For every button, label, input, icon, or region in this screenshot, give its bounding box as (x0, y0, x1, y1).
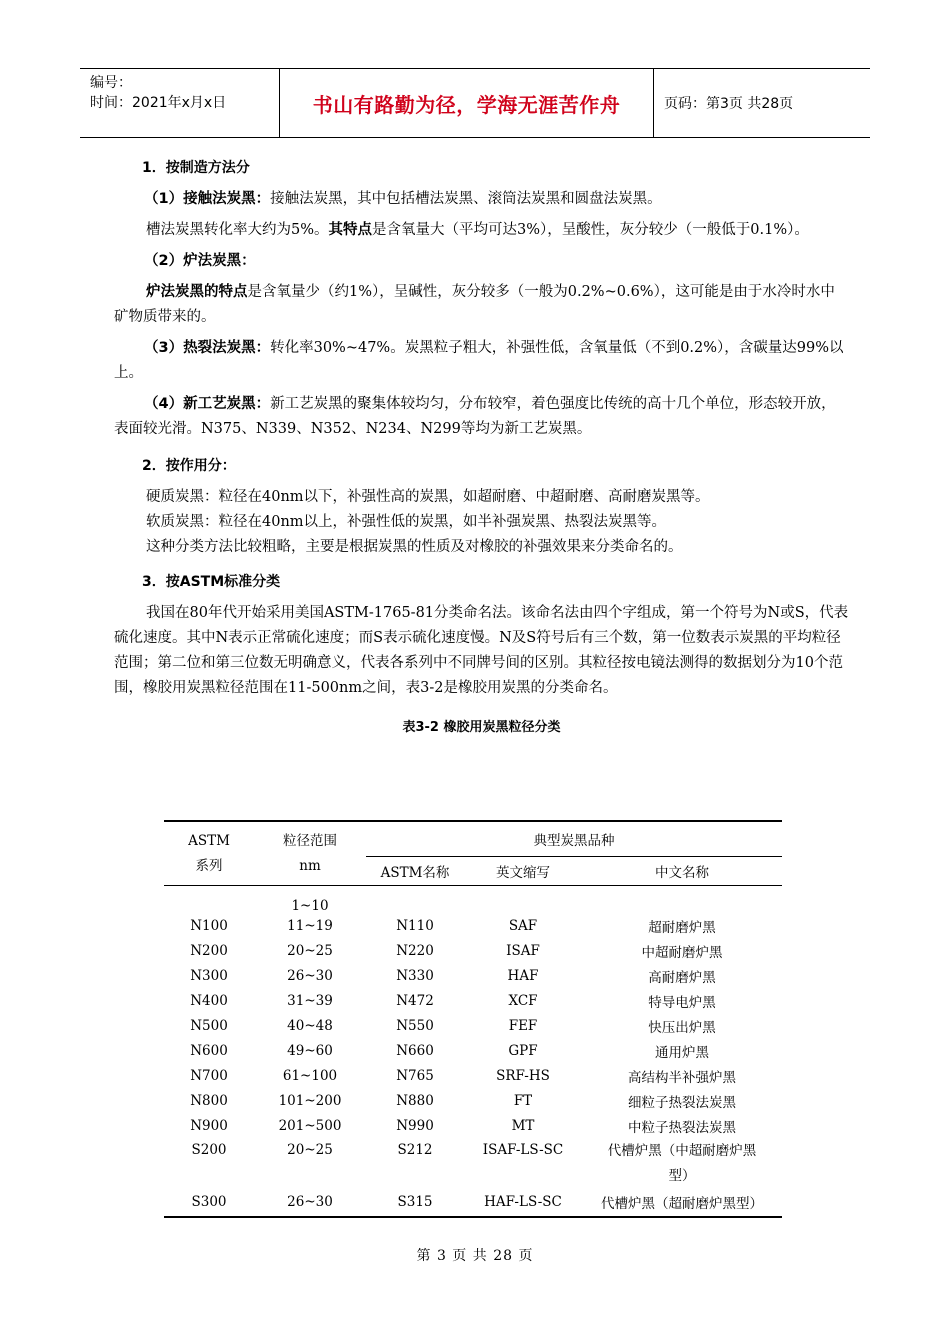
section-title-3: 3．按ASTM标准分类 (142, 574, 281, 590)
paragraph-hard-black: 硬质炭黑：粒径在40nm以下，补强性高的炭黑，如超耐磨、中超耐磨、高耐磨炭黑等。 (146, 489, 710, 505)
table-row: N300 26~30 N330 HAF 高耐磨炉黑 (190, 968, 716, 986)
document-date: 时间：2021年x月x日 (90, 95, 227, 111)
paragraph-contact-black: （1）接触法炭黑：接触法炭黑，其中包括槽法炭黑、滚筒法炭黑和圆盘法炭黑。 (144, 191, 662, 207)
paragraph-classification-note: 这种分类方法比较粗略，主要是根据炭黑的性质及对橡胶的补强效果来分类命名的。 (146, 539, 683, 555)
table-row: 1~10 (291, 897, 329, 914)
table-row: N800 101~200 N880 FT 细粒子热裂法炭黑 (190, 1093, 736, 1111)
header-size-range: 粒径范围 nm (254, 821, 366, 886)
header-typical-varieties: 典型炭黑品种 (366, 821, 782, 857)
page-footer: 第 3 页 共 28 页 (416, 1248, 534, 1264)
paragraph-thermal-black: （3）热裂法炭黑：转化率30%~47%。炭黑粒子粗大，补强性低，含氧量低（不到0.2%），含碳量达99%以上。 (114, 340, 844, 381)
table-row: N500 40~48 N550 FEF 快压出炉黑 (190, 1018, 716, 1036)
header-chinese-name: 中文名称 (582, 857, 782, 886)
table-row: N600 49~60 N660 GPF 通用炉黑 (190, 1043, 709, 1061)
paragraph-new-process-black: （4）新工艺炭黑：新工艺炭黑的聚集体较均匀，分布较窄，着色强度比传统的高十几个单位，形态较开放，表面较光滑。N375、N339、N352、N234、N299等均为新工艺炭黑。 (114, 396, 836, 437)
header-motto: 书山有路勤为径，学海无涯苦作舟 (280, 69, 654, 137)
table-row: S200 20~25 S212 ISAF-LS-SC 代槽炉黑（中超耐磨炉黑型） (191, 1141, 757, 1184)
paragraph-channel-black: 槽法炭黑转化率大约为5%。其特点是含氧量大（平均可达3%），呈酸性，灰分较少（一般低于0.1%）。 (146, 222, 809, 238)
header-page-info: 页码：第3页 共28页 (664, 96, 794, 112)
table-caption: 表3-2 橡胶用炭黑粒径分类 (402, 720, 561, 735)
table-row: N900 201~500 N990 MT 中粒子热裂法炭黑 (190, 1118, 736, 1136)
header-astm-series: ASTM 系列 (164, 821, 254, 886)
table-row: N700 61~100 N765 SRF-HS 高结构半补强炉黑 (190, 1068, 736, 1086)
table-row: N200 20~25 N220 ISAF 中超耐磨炉黑 (190, 943, 723, 961)
document-number-label: 编号： (90, 75, 132, 91)
table-row: N400 31~39 N472 XCF 特导电炉黑 (190, 993, 716, 1011)
section-title-2: 2．按作用分： (142, 458, 236, 474)
paragraph-furnace-black: 炉法炭黑的特点是含氧量少（约1%），呈碱性，灰分较多（一般为0.2%~0.6%），这可能是由于水冷时水中矿物质带来的。 (114, 284, 835, 325)
paragraph-soft-black: 软质炭黑：粒径在40nm以上，补强性低的炭黑，如半补强炭黑、热裂法炭黑等。 (146, 514, 667, 530)
header-abbreviation: 英文缩写 (464, 857, 582, 886)
table-row: N100 11~19 N110 SAF 超耐磨炉黑 (190, 918, 716, 936)
page-header (80, 68, 870, 138)
carbon-black-table (164, 820, 782, 1218)
paragraph-astm: 我国在80年代开始采用美国ASTM-1765-81分类命名法。该命名法由四个字组成，第一个符号为N或S，代表硫化速度。其中N表示正常硫化速度；而S表示硫化速度慢。N及S符号后有三个数，第一位数表示炭黑的平均粒径范围；第二位和第三位数无明确意义，代表各系列中不同牌号间的区别。其粒径按电镜法测得的数据划分为10个范围，橡胶用炭黑粒径范围在11-500nm之间，表3-2是橡胶用炭黑的分类命名。 (114, 605, 849, 696)
document-body (114, 150, 849, 750)
table-row: S300 26~30 S315 HAF-LS-SC 代槽炉黑（超耐磨炉黑型） (164, 1189, 782, 1217)
section-title-1: 1．按制造方法分 (142, 160, 250, 176)
header-astm-name: ASTM名称 (366, 857, 464, 886)
paragraph-furnace-title: （2）炉法炭黑： (144, 253, 256, 269)
header-meta (80, 69, 280, 137)
